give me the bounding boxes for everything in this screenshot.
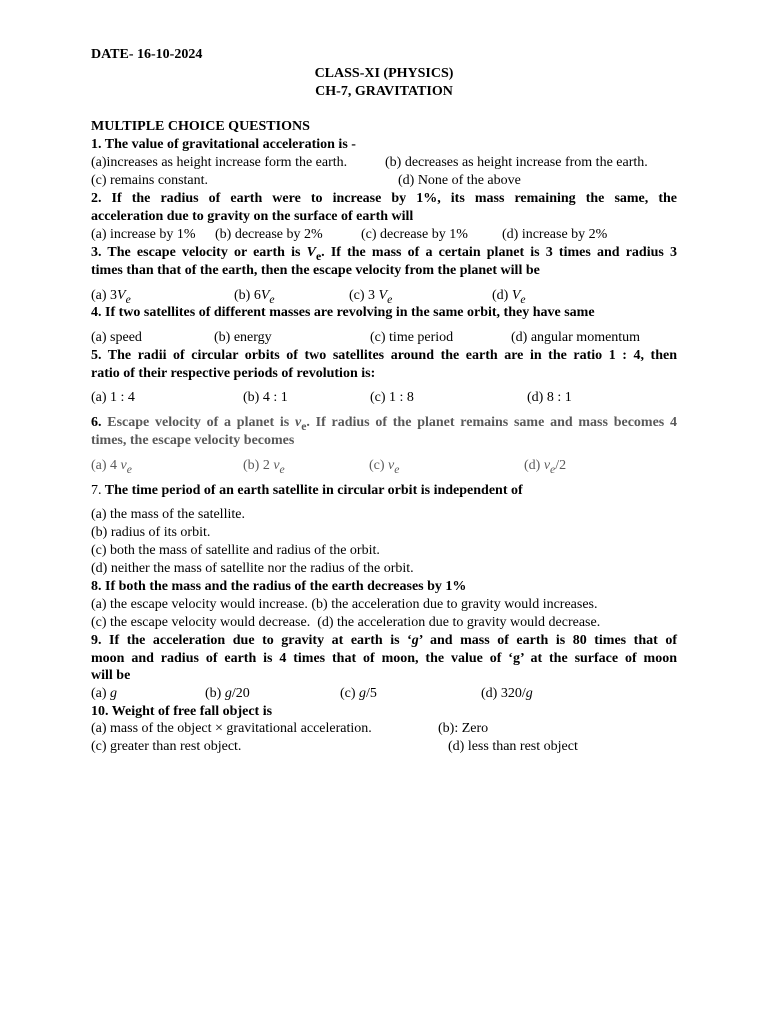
question-10-option-d: (d) less than rest object [448, 739, 578, 754]
section-title: MULTIPLE CHOICE QUESTIONS [91, 119, 310, 134]
question-9-option-c: (c) g/5 [340, 686, 377, 701]
question-8-options-line1: (a) the escape velocity would increase. (b) the acceleration due to gravity would increases. [91, 597, 598, 612]
question-3-option-a: (a) $3V_e$ [91, 288, 131, 306]
question-6-option-d: (d) $v_e/2$ [524, 458, 567, 476]
question-3-text-line2: times than that of the earth, then the escape velocity from the planet will be [91, 263, 540, 278]
question-6-option-b: (b) 2 $v_e$ [243, 458, 285, 476]
question-6-text-line2: times, the escape velocity becomes [91, 433, 295, 448]
question-3-option-d: (d) $V_e$ [492, 288, 526, 306]
question-7-option-b: (b) radius of its orbit. [91, 525, 211, 540]
question-7-option-a: (a) the mass of the satellite. [91, 507, 245, 522]
question-3-option-c: (c) 3 $V_e$ [349, 288, 393, 306]
question-2-text-line1: 2. If the radius of earth were to increase by 1%, its mass remaining the same, the [91, 191, 677, 206]
question-4-option-a: (a) speed [91, 330, 142, 345]
question-4-option-d: (d) angular momentum [511, 330, 641, 345]
question-9-option-b: (b) g/20 [205, 686, 250, 701]
question-9-text-line3: will be [91, 668, 131, 683]
question-2-option-a: (a) increase by 1% [91, 227, 196, 242]
question-4-option-c: (c) time period [370, 330, 454, 345]
question-2-text-line2: acceleration due to gravity on the surface of earth will [91, 209, 414, 224]
question-7-text: 7. The time period of an earth satellite in circular orbit is independent of [91, 483, 523, 498]
question-1-option-d: (d) None of the above [398, 173, 521, 188]
question-6-option-a: (a) 4 $v_e$ [91, 458, 132, 476]
class-heading: CLASS-XI (PHYSICS) [314, 66, 454, 81]
question-9-text-line2: moon and radius of earth is 4 times that of moon, the value of ‘g’ at the surface of moon [91, 651, 677, 666]
question-4-option-b: (b) energy [214, 330, 272, 345]
chapter-heading: CH-7, GRAVITATION [315, 84, 453, 99]
question-2-option-c: (c) decrease by 1% [361, 227, 468, 242]
question-6-option-c: (c) $v_e$ [369, 458, 400, 476]
question-2-option-b: (b) decrease by 2% [215, 227, 323, 242]
question-3-option-b: (b) $6V_e$ [234, 288, 275, 306]
question-10-text: 10. Weight of free fall object is [91, 704, 273, 719]
question-8-text: 8. If both the mass and the radius of the earth decreases by 1% [91, 579, 467, 594]
question-8-options-line2: (c) the escape velocity would decrease. (d) the acceleration due to gravity would decrease. [91, 615, 601, 630]
question-5-text-line1: 5. The radii of circular orbits of two satellites around the earth are in the ratio 1 : 4, then [91, 348, 677, 363]
question-5-text-line2: ratio of their respective periods of revolution is: [91, 366, 376, 381]
question-10-option-b: (b): Zero [438, 721, 489, 736]
question-1-option-a: (a)increases as height increase form the earth. [91, 155, 348, 170]
question-1-text: 1. The value of gravitational acceleration is - [91, 137, 356, 152]
question-5-option-b: (b) 4 : 1 [243, 390, 288, 405]
date-line: DATE- 16-10-2024 [91, 47, 203, 62]
question-10-option-c: (c) greater than rest object. [91, 739, 242, 754]
question-3-text-line1: 3. The escape velocity or earth is $V_e$. If the mass of a certain planet is 3 times and radius 3 [91, 245, 677, 263]
question-1-option-c: (c) remains constant. [91, 173, 209, 188]
question-4-text: 4. If two satellites of different masses are revolving in the same orbit, they have same [91, 305, 595, 320]
question-2-option-d: (d) increase by 2% [502, 227, 608, 242]
question-9-option-d: (d) 320/g [481, 686, 533, 701]
question-6-text-line1: 6. Escape velocity of a planet is $v_e$. If radius of the planet remains same and mass becomes 4 [91, 415, 677, 433]
question-7-option-c: (c) both the mass of satellite and radius of the orbit. [91, 543, 380, 558]
question-9-text-line1: 9. If the acceleration due to gravity at earth is ‘g’ and mass of earth is 80 times that of [91, 633, 677, 648]
question-1-option-b: (b) decreases as height increase from the earth. [385, 155, 648, 170]
question-5-option-d: (d) 8 : 1 [527, 390, 572, 405]
question-5-option-a: (a) 1 : 4 [91, 390, 135, 405]
question-10-option-a: (a) mass of the object × gravitational acceleration. [91, 721, 372, 736]
question-9-option-a: (a) g [91, 686, 118, 701]
question-7-option-d: (d) neither the mass of satellite nor the radius of the orbit. [91, 561, 414, 576]
question-5-option-c: (c) 1 : 8 [370, 390, 414, 405]
